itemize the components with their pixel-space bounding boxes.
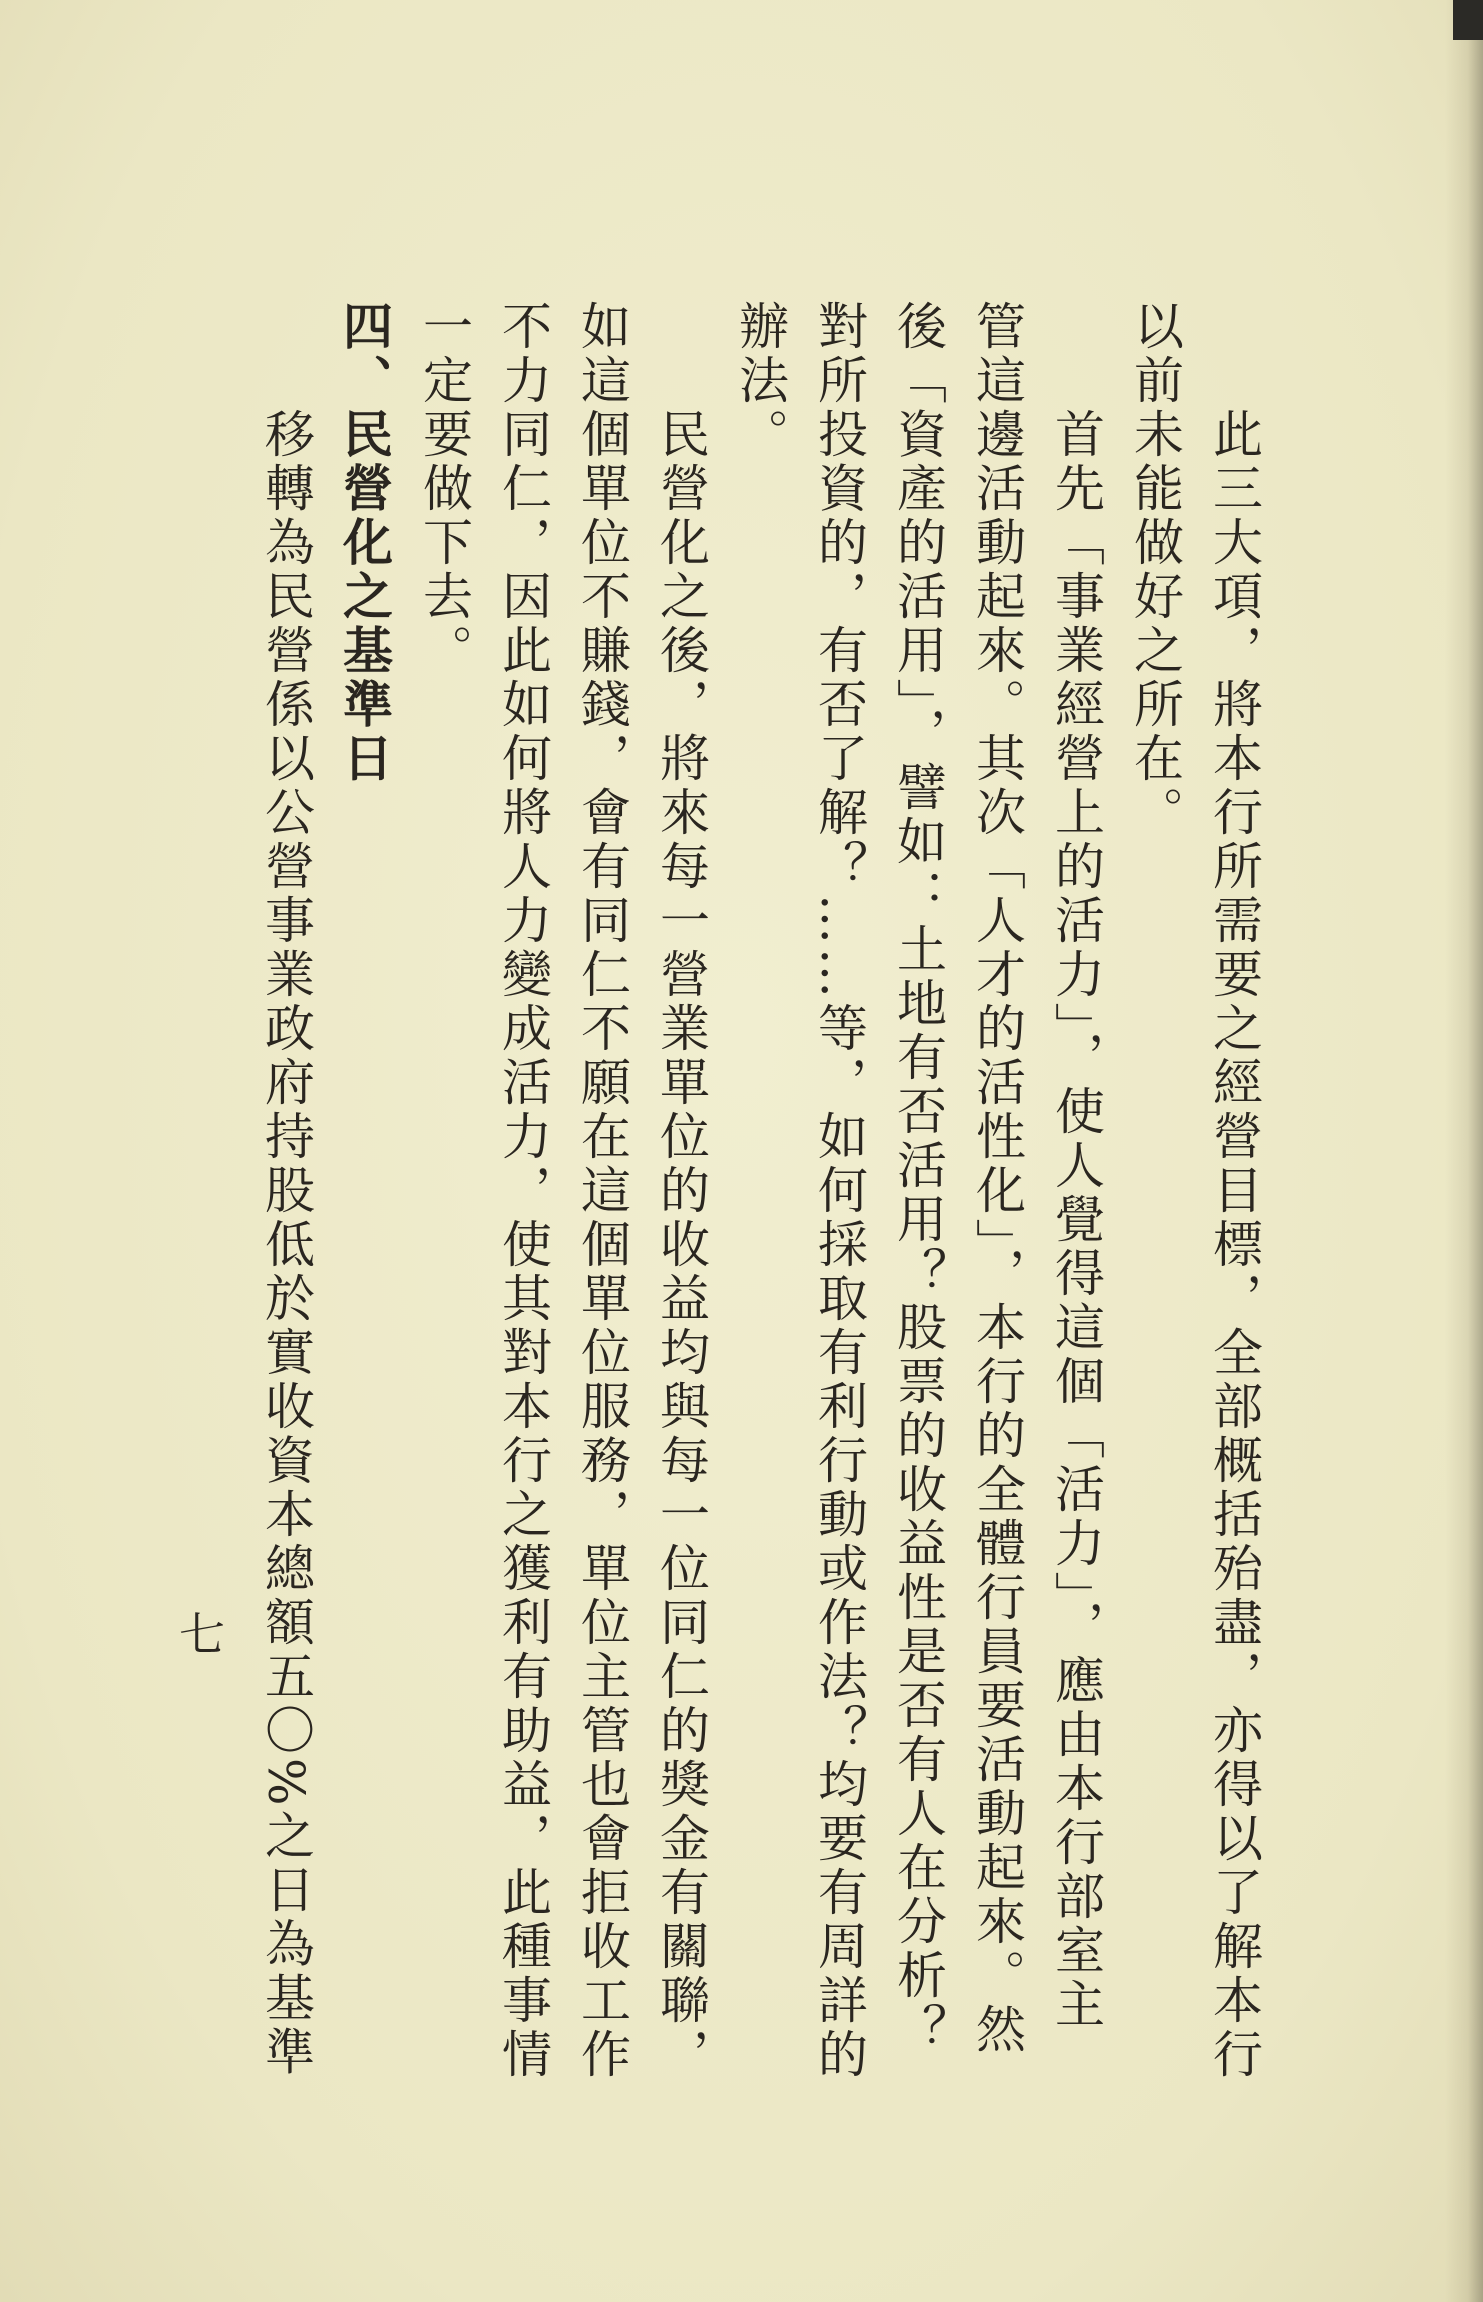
text-column: 管這邊活動起來。其次「人才的活性化」，本行的全體行員要活動起來。然 (968, 300, 1026, 2057)
text-column: 移轉為民營係以公營事業政府持股低於實收資本總額五〇%之日為基準 (257, 408, 315, 2080)
text-column: 一定要做下去。 (415, 300, 473, 678)
body-text (246, 300, 1273, 2082)
text-column: 辦法。 (731, 300, 789, 462)
text-column: 如這個單位不賺錢，會有同仁不願在這個單位服務，單位主管也會拒收工作 (573, 300, 631, 2082)
text-column: 對所投資的，有否了解？……等，如何採取有利行動或作法？均要有周詳的 (810, 300, 868, 2082)
page-number: 七 (172, 1610, 226, 1656)
text-column: 此三大項，將本行所需要之經營目標，全部概括殆盡，亦得以了解本行 (1205, 408, 1263, 2082)
text-column: 以前未能做好之所在。 (1126, 300, 1184, 840)
text-column: 首先「事業經營上的活力」，使人覺得這個「活力」，應由本行部室主 (1047, 408, 1105, 2032)
section-heading: 四、民營化之基準日 (335, 300, 394, 786)
text-column: 不力同仁，因此如何將人力變成活力，使其對本行之獲利有助益，此種事情 (494, 300, 552, 2082)
text-column: 民營化之後，將來每一營業單位的收益均與每一位同仁的獎金有關聯， (652, 408, 710, 2082)
page-edge-shadow (1445, 0, 1483, 2302)
text-column: 後「資產的活用」，譬如：土地有否活用？股票的收益性是否有人在分析？ (889, 300, 947, 2057)
scan-corner (1453, 0, 1483, 40)
